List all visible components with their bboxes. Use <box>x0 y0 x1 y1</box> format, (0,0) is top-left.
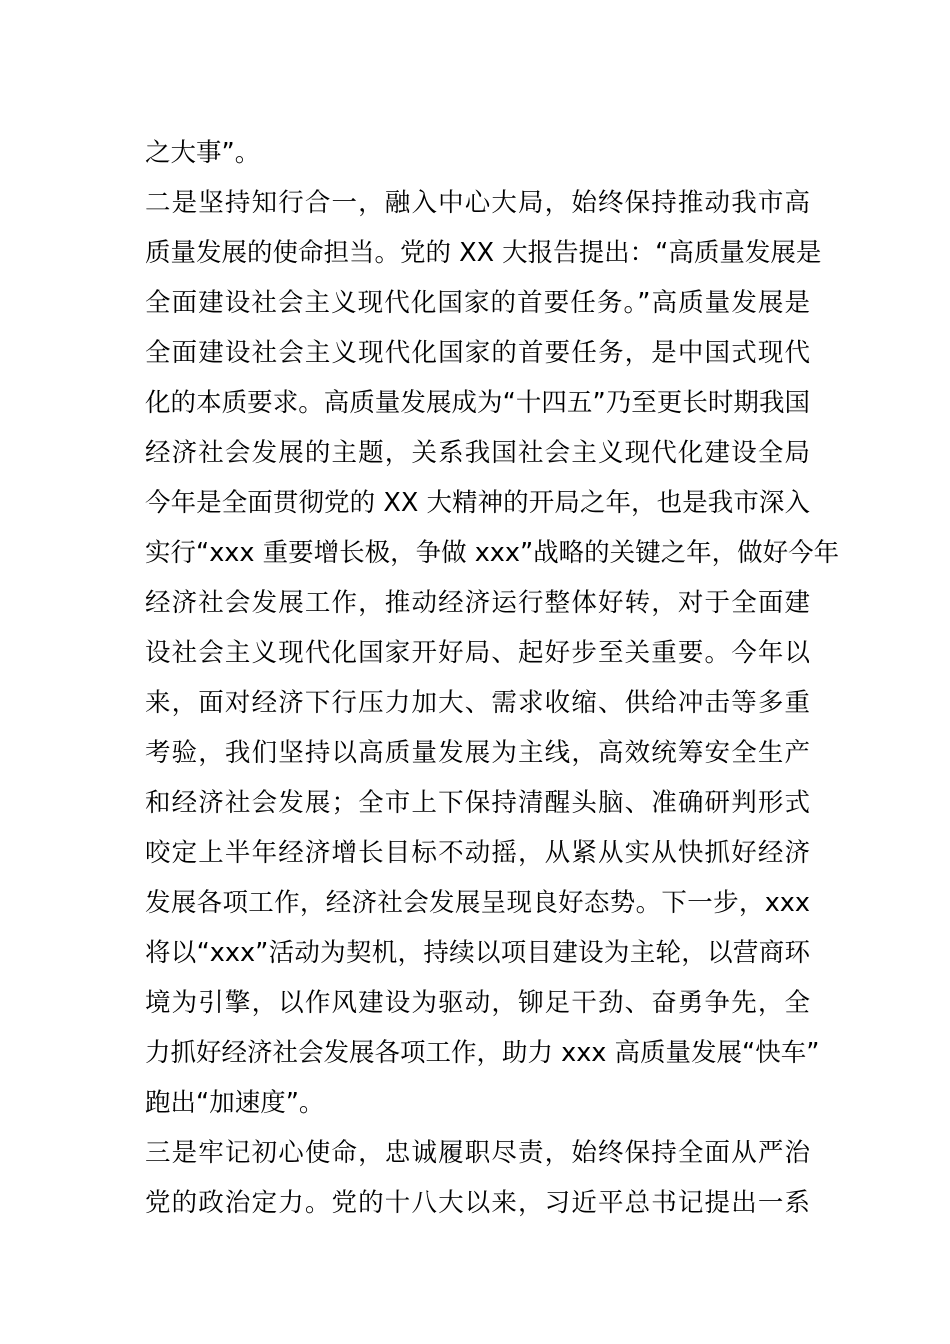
text-line: 全面建设社会主义现代化国家的首要任务，是中国式现代 <box>145 338 810 368</box>
text-line: 设社会主义现代化国家开好局、起好步至关重要。今年以 <box>145 638 810 668</box>
text-line: 考验，我们坚持以高质量发展为主线，高效统筹安全生产 <box>145 738 810 768</box>
text-line: 经济社会发展的主题，关系我国社会主义现代化建设全局 <box>145 438 810 468</box>
text-line: 实行“xxx 重要增长极，争做 xxx”战略的关键之年，做好今年 <box>145 538 840 568</box>
text-line: 力抓好经济社会发展各项工作，助力 xxx 高质量发展“快车” <box>145 1038 820 1068</box>
text-line: 发展各项工作，经济社会发展呈现良好态势。下一步，xxx <box>145 888 810 918</box>
text-line: 化的本质要求。高质量发展成为“十四五”乃至更长时期我国 <box>145 388 810 418</box>
text-line: 二是坚持知行合一，融入中心大局，始终保持推动我市高 <box>145 188 810 218</box>
text-line: 咬定上半年经济增长目标不动摇，从紧从实从快抓好经济 <box>145 838 810 868</box>
text-line: 境为引擎，以作风建设为驱动，铆足干劲、奋勇争先，全 <box>145 988 810 1018</box>
text-line: 跑出“加速度”。 <box>145 1088 325 1118</box>
text-line: 经济社会发展工作，推动经济运行整体好转，对于全面建 <box>145 588 810 618</box>
text-line: 三是牢记初心使命，忠诚履职尽责，始终保持全面从严治 <box>145 1138 810 1168</box>
body-text <box>145 128 840 1228</box>
text-line: 和经济社会发展；全市上下保持清醒头脑、准确研判形式 <box>145 788 810 818</box>
text-line: 今年是全面贯彻党的 XX 大精神的开局之年，也是我市深入 <box>145 488 810 518</box>
text-line: 之大事”。 <box>145 138 261 168</box>
text-line: 全面建设社会主义现代化国家的首要任务。”高质量发展是 <box>145 288 810 318</box>
text-line: 来，面对经济下行压力加大、需求收缩、供给冲击等多重 <box>145 688 810 718</box>
text-line: 党的政治定力。党的十八大以来，习近平总书记提出一系 <box>145 1188 810 1218</box>
text-line: 将以“xxx”活动为契机，持续以项目建设为主轮，以营商环 <box>145 938 810 968</box>
text-line: 质量发展的使命担当。党的 XX 大报告提出：“高质量发展是 <box>145 238 822 268</box>
